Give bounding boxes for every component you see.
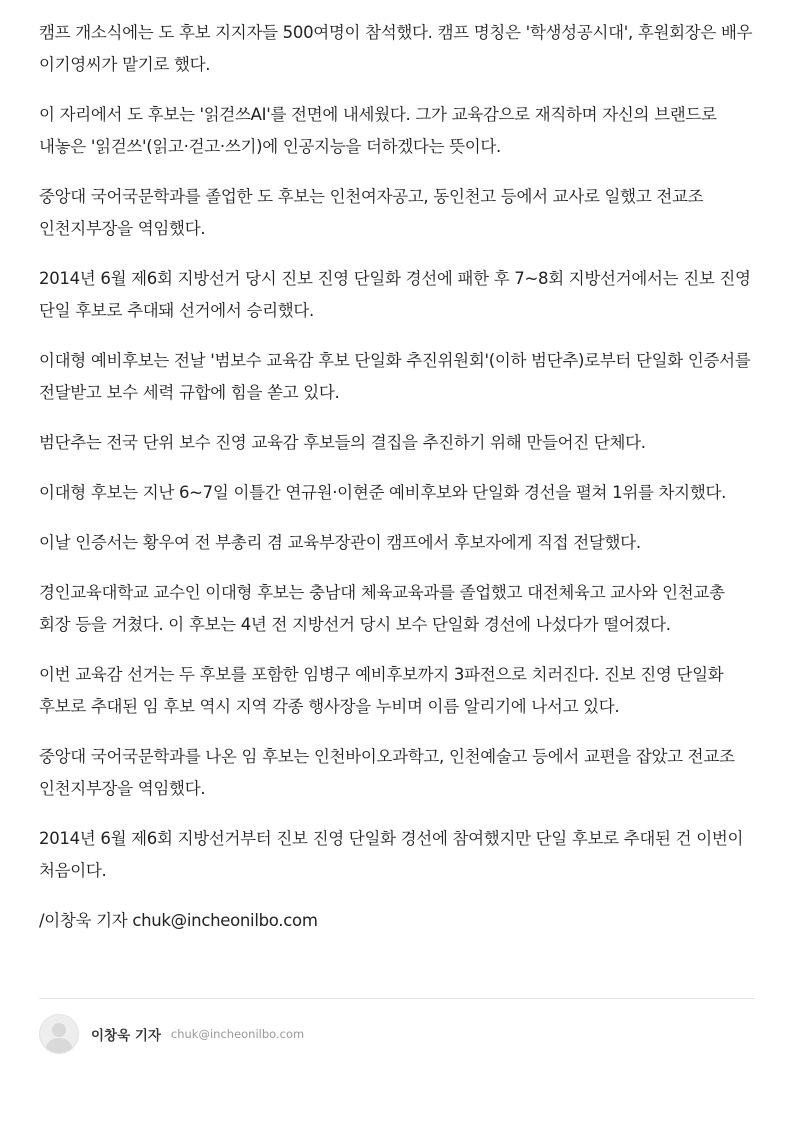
article-paragraph-9: 경인교육대학교 교수인 이대형 후보는 충남대 체육교육과를 졸업했고 대전체육고 교사와 인천교총 회장 등을 거쳤다. 이 후보는 4년 전 지방선거 당시 보수 단일화 경선에 나섰다가 떨어졌다. [39, 583, 725, 634]
article-paragraph-8: 이날 인증서는 황우여 전 부총리 겸 교육부장관이 캠프에서 후보자에게 직접 전달했다. [39, 533, 641, 552]
article-paragraph-5: 이대형 예비후보는 전날 '범보수 교육감 후보 단일화 추진위원회'(이하 범단추)로부터 단일화 인증서를 전달받고 보수 세력 규합에 힘을 쏟고 있다. [39, 351, 751, 402]
article-paragraph-3: 중앙대 국어국문학과를 졸업한 도 후보는 인천여자공고, 동인천고 등에서 교사로 일했고 전교조 인천지부장을 역임했다. [39, 187, 704, 238]
article-body [39, 17, 755, 937]
article-paragraph-1: 캠프 개소식에는 도 후보 지지자들 500여명이 참석했다. 캠프 명칭은 '학생성공시대', 후원회장은 배우 이기영씨가 맡기로 했다. [39, 23, 753, 74]
user-avatar-icon [40, 1015, 78, 1053]
author-divider [39, 998, 755, 999]
article-paragraph-6: 범단추는 전국 단위 보수 진영 교육감 후보들의 결집을 추진하기 위해 만들어진 단체다. [39, 433, 646, 452]
article-byline: /이창욱 기자 chuk@incheonilbo.com [39, 911, 318, 930]
author-email[interactable]: chuk@incheonilbo.com [170, 1027, 305, 1041]
author-name[interactable]: 이창욱 기자 [91, 1028, 161, 1044]
article-paragraph-7: 이대형 후보는 지난 6~7일 이틀간 연규원·이현준 예비후보와 단일화 경선을 펼쳐 1위를 차지했다. [39, 483, 727, 502]
author-box[interactable] [39, 1014, 304, 1054]
article-paragraph-11: 중앙대 국어국문학과를 나온 임 후보는 인천바이오과학고, 인천예술고 등에서 교편을 잡았고 전교조 인천지부장을 역임했다. [39, 747, 735, 798]
article-paragraph-2: 이 자리에서 도 후보는 '읽걷쓰AI'를 전면에 내세웠다. 그가 교육감으로 재직하며 자신의 브랜드로 내놓은 '읽걷쓰'(읽고·걷고·쓰기)에 인공지능을 더하겠다는 뜻이다. [39, 105, 717, 156]
article-paragraph-10: 이번 교육감 선거는 두 후보를 포함한 임병구 예비후보까지 3파전으로 치러진다. 진보 진영 단일화 후보로 추대된 임 후보 역시 지역 각종 행사장을 누비며 이름 알리기에 나서고 있다. [39, 665, 724, 716]
avatar[interactable] [39, 1014, 79, 1054]
article-paragraph-4: 2014년 6월 제6회 지방선거 당시 진보 진영 단일화 경선에 패한 후 7~8회 지방선거에서는 진보 진영 단일 후보로 추대돼 선거에서 승리했다. [39, 269, 751, 320]
article-paragraph-12: 2014년 6월 제6회 지방선거부터 진보 진영 단일화 경선에 참여했지만 단일 후보로 추대된 건 이번이 처음이다. [39, 829, 744, 880]
